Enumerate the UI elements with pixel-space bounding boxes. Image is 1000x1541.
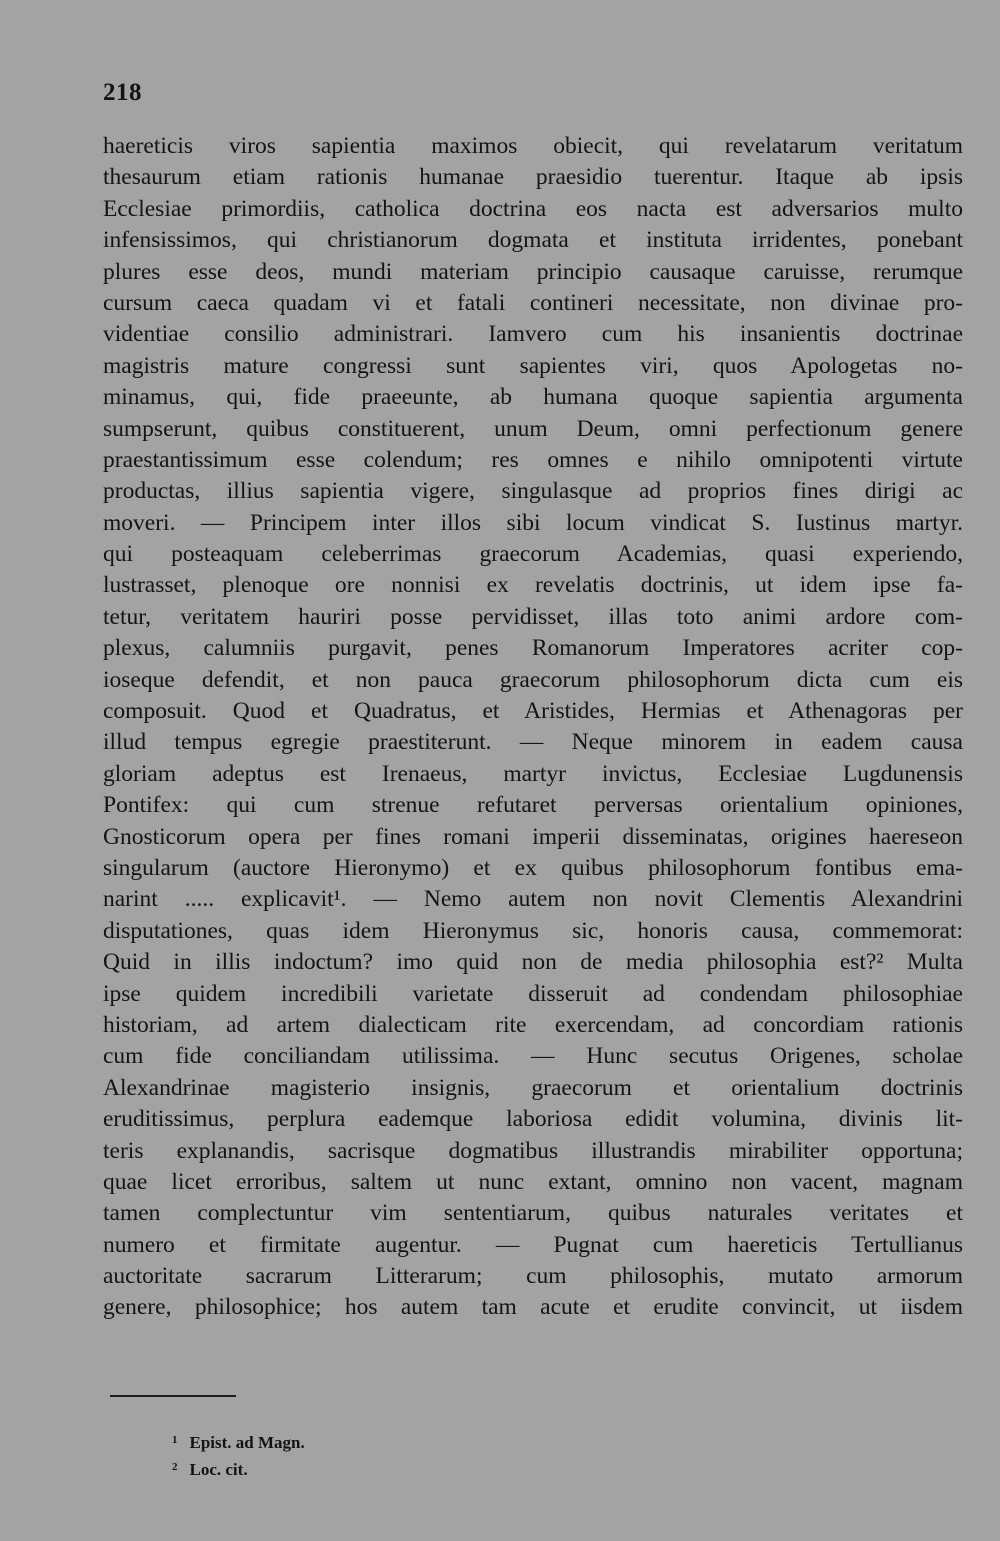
page-number: 218 [103,79,142,106]
text-line: plexus, calumniis purgavit, penes Romanorum Imperatores acriter cop- [103,635,963,662]
text-line: Pontifex: qui cum strenue refutaret perversas orientalium opiniones, [103,792,963,819]
text-line: auctoritate sacrarum Litterarum; cum philosophis, mutato armorum [103,1263,963,1290]
text-line: minamus, qui, fide praeeunte, ab humana quoque sapientia argumenta [103,384,963,411]
text-line: teris explanandis, sacrisque dogmatibus illustrandis mirabiliter opportuna; [103,1137,963,1164]
footnote [172,1456,305,1483]
text-line: genere, philosophice; hos autem tam acute et erudite convincit, ut iisdem [103,1294,963,1321]
text-line: infensissimos, qui christianorum dogmata et instituta irridentes, ponebant [103,227,963,254]
footnote-text: Epist. ad Magn. [189,1433,305,1452]
text-line: ioseque defendit, et non pauca graecorum philosophorum dicta cum eis [103,666,963,693]
text-line: narint ..... explicavit¹. — Nemo autem non novit Clementis Alexandrini [103,886,963,913]
text-line: cursum caeca quadam vi et fatali contineri necessitate, non divinae pro- [103,289,963,316]
text-line: historiam, ad artem dialecticam rite exercendam, ad concordiam rationis [103,1011,963,1038]
footnote-marker: 2 [172,1461,178,1473]
text-line: thesaurum etiam rationis humanae praesidio tuerentur. Itaque ab ipsis [103,164,963,191]
text-line: illud tempus egregie praestiterunt. — Neque minorem in eadem causa [103,729,963,756]
text-line: tamen complectuntur vim sententiarum, quibus naturales veritates et [103,1200,963,1227]
text-line: Gnosticorum opera per fines romani imperii disseminatas, origines haereseon [103,823,963,850]
text-line: quae licet erroribus, saltem ut nunc extant, omnino non vacent, magnam [103,1168,963,1195]
text-line: sumpserunt, quibus constituerent, unum Deum, omni perfectionum genere [103,415,963,442]
text-line: Ecclesiae primordiis, catholica doctrina eos nacta est adversarios multo [103,195,963,222]
body-text [103,131,963,1324]
text-line: Quid in illis indoctum? imo quid non de media philosophia est?² Multa [103,949,963,976]
text-line: qui posteaquam celeberrimas graecorum Academias, quasi experiendo, [103,541,963,568]
text-line: lustrasset, plenoque ore nonnisi ex revelatis doctrinis, ut idem ipse fa- [103,572,963,599]
text-line: numero et firmitate augentur. — Pugnat cum haereticis Tertullianus [103,1231,963,1258]
text-line: tetur, veritatem hauriri posse pervidisset, illas toto animi ardore com- [103,603,963,630]
footnote-marker: 1 [172,1434,178,1446]
footnote [172,1429,305,1456]
text-line: praestantissimum esse colendum; res omnes e nihilo omnipotenti virtute [103,446,963,473]
text-line: eruditissimus, perplura eademque laboriosa edidit volumina, divinis lit- [103,1106,963,1133]
footnote-divider [110,1395,236,1397]
text-line: productas, illius sapientia vigere, singulasque ad proprios fines dirigi ac [103,478,963,505]
text-line: gloriam adeptus est Irenaeus, martyr invictus, Ecclesiae Lugdunensis [103,760,963,787]
footnotes [172,1429,305,1483]
text-line: videntiae consilio administrari. Iamvero cum his insanientis doctrinae [103,321,963,348]
text-line: singularum (auctore Hieronymo) et ex quibus philosophorum fontibus ema- [103,854,963,881]
text-line: Alexandrinae magisterio insignis, graecorum et orientalium doctrinis [103,1074,963,1101]
text-line: disputationes, quas idem Hieronymus sic, honoris causa, commemorat: [103,917,963,944]
text-line: magistris mature congressi sunt sapientes viri, quos Apologetas no- [103,352,963,379]
text-line: moveri. — Principem inter illos sibi locum vindicat S. Iustinus martyr. [103,509,963,536]
text-line: composuit. Quod et Quadratus, et Aristides, Hermias et Athenagoras per [103,698,963,725]
footnote-text: Loc. cit. [189,1460,248,1479]
text-line: plures esse deos, mundi materiam principio causaque caruisse, rerumque [103,258,963,285]
text-line: ipse quidem incredibili varietate disseruit ad condendam philosophiae [103,980,963,1007]
text-line: cum fide conciliandam utilissima. — Hunc secutus Origenes, scholae [103,1043,963,1070]
text-line: haereticis viros sapientia maximos obiecit, qui revelatarum veritatum [103,133,963,159]
